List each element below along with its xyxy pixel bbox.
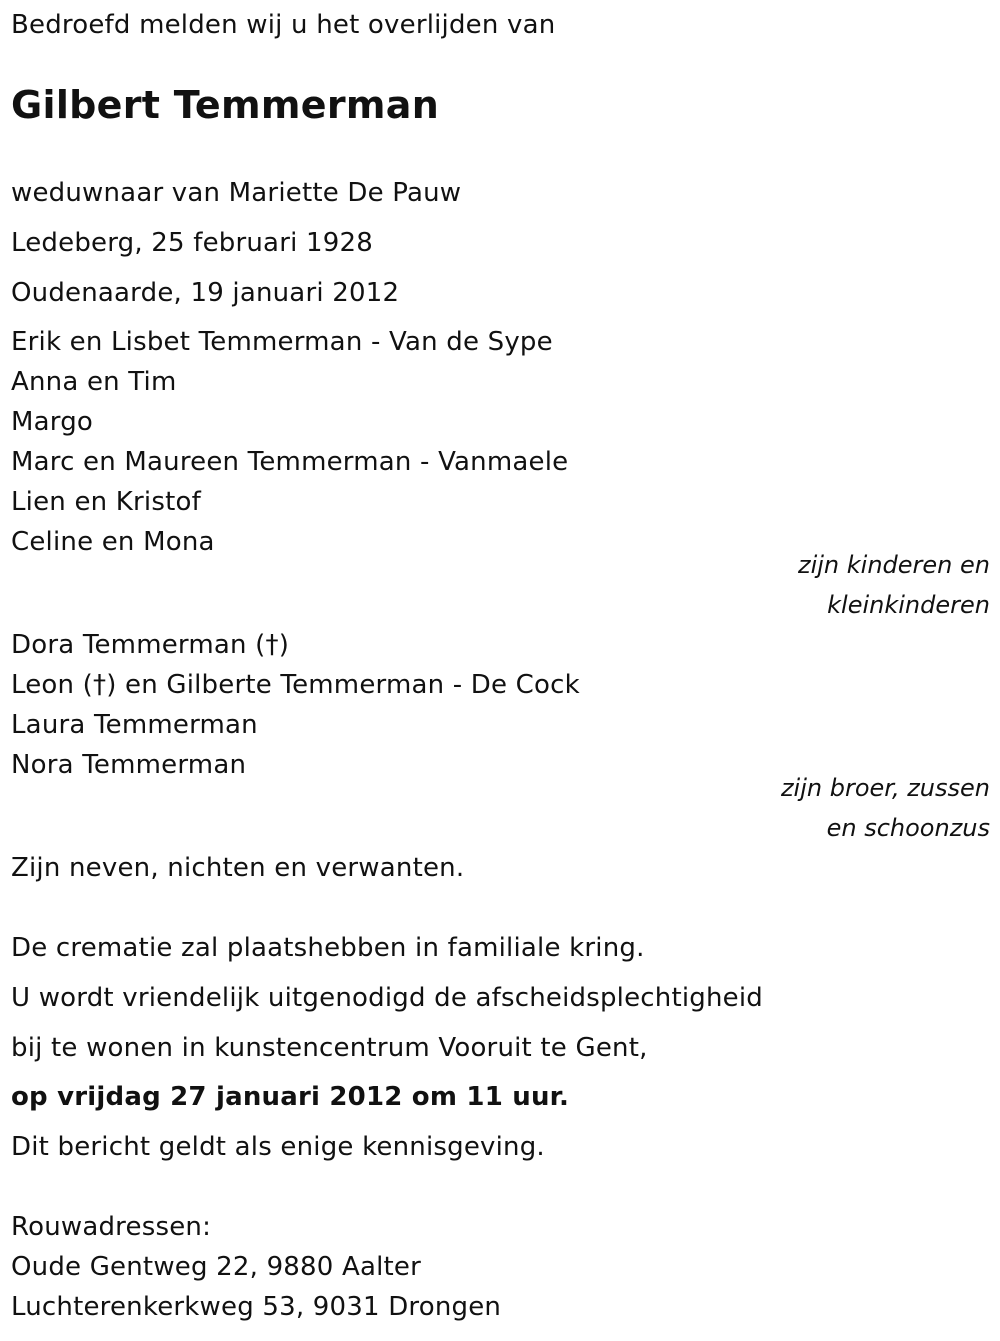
list-item: Erik en Lisbet Temmerman - Van de Sype — [11, 327, 553, 357]
relatives-text: Zijn neven, nichten en verwanten. — [11, 853, 465, 883]
ceremony-line: De crematie zal plaatshebben in familiale kring. — [11, 933, 645, 963]
death-text: Oudenaarde, 19 januari 2012 — [11, 278, 400, 308]
list-item: Dora Temmerman (†) — [11, 630, 290, 660]
addresses-label: Rouwadressen: — [11, 1212, 212, 1242]
address-line: Luchterenkerkweg 53, 9031 Drongen — [11, 1292, 502, 1322]
caption-line: zijn broer, zussen — [780, 774, 990, 802]
list-item: Marc en Maureen Temmerman - Vanmaele — [11, 447, 569, 477]
list-item: Celine en Mona — [11, 527, 215, 557]
caption-line: kleinkinderen — [827, 591, 990, 619]
caption-line: en schoonzus — [826, 814, 990, 842]
caption-line: zijn kinderen en — [798, 551, 990, 579]
widower-text: weduwnaar van Mariette De Pauw — [11, 178, 462, 208]
notice-text: Dit bericht geldt als enige kennisgeving. — [11, 1132, 545, 1162]
list-item: Anna en Tim — [11, 367, 177, 397]
address-line: Oude Gentweg 22, 9880 Aalter — [11, 1252, 422, 1282]
list-item: Laura Temmerman — [11, 710, 258, 740]
list-item: Nora Temmerman — [11, 750, 247, 780]
list-item: Margo — [11, 407, 94, 437]
intro-text: Bedroefd melden wij u het overlijden van — [11, 10, 556, 40]
list-item: Lien en Kristof — [11, 487, 201, 517]
deceased-name: Gilbert Temmerman — [11, 83, 440, 127]
list-item: Leon (†) en Gilberte Temmerman - De Cock — [11, 670, 580, 700]
birth-text: Ledeberg, 25 februari 1928 — [11, 228, 373, 258]
ceremony-line: bij te wonen in kunstencentrum Vooruit te Gent, — [11, 1033, 648, 1063]
ceremony-date: op vrijdag 27 januari 2012 om 11 uur. — [11, 1082, 570, 1112]
ceremony-line: U wordt vriendelijk uitgenodigd de afscheidsplechtigheid — [11, 983, 763, 1013]
